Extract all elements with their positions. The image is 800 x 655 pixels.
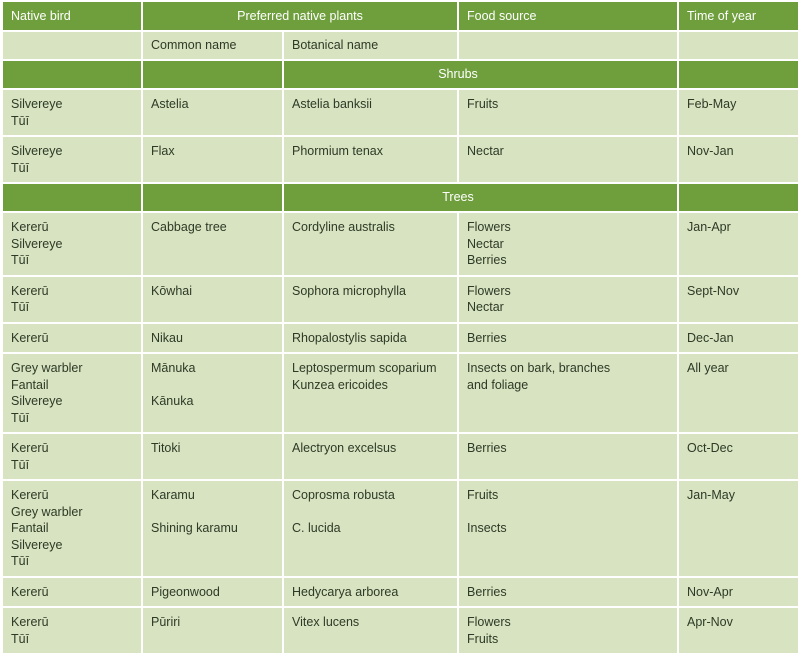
botanical-name-cell <box>283 212 458 276</box>
cell-line: Phormium tenax <box>292 144 384 158</box>
section-spacer <box>2 60 142 89</box>
cell-line: Flowers <box>467 615 511 629</box>
subheader-empty <box>2 31 142 60</box>
cell-line: Astelia banksii <box>292 97 372 111</box>
cell-line: Silvereye <box>11 394 63 408</box>
cell-line: Shining karamu <box>151 521 238 535</box>
cell-line: Vitex lucens <box>292 615 360 629</box>
section-spacer <box>678 60 799 89</box>
cell-line: Kunzea ericoides <box>292 377 388 392</box>
botanical-name-cell <box>283 577 458 608</box>
common-name-cell <box>142 353 283 433</box>
cell-line: Tūī <box>11 554 30 568</box>
cell-line: Kererū <box>11 330 49 345</box>
food-source-cell <box>458 433 678 480</box>
common-name-cell <box>142 480 283 577</box>
cell-line: Berries <box>467 584 507 599</box>
cell-line <box>292 504 457 521</box>
botanical-name-cell <box>283 607 458 654</box>
header-native-bird: Native bird <box>2 1 142 31</box>
cell-line: Nectar <box>467 144 504 158</box>
bird-cell <box>2 276 142 323</box>
time-of-year-cell: Feb-May <box>678 89 799 136</box>
header-food-source: Food source <box>458 1 678 31</box>
botanical-name-cell <box>283 353 458 433</box>
food-source-cell <box>458 480 678 577</box>
cell-line: Hedycarya arborea <box>292 584 399 599</box>
subheader-empty <box>458 31 678 60</box>
section-spacer <box>142 60 283 89</box>
section-label-trees: Trees <box>283 183 678 212</box>
section-spacer <box>2 183 142 212</box>
botanical-name-cell <box>283 433 458 480</box>
cell-line: Tūī <box>11 300 30 314</box>
subheader-common-name: Common name <box>142 31 283 60</box>
cell-line: Kōwhai <box>151 283 192 298</box>
cell-line: Tūī <box>11 160 30 175</box>
cell-line: Nectar <box>467 300 504 314</box>
food-source-cell <box>458 607 678 654</box>
cell-line: Coprosma robusta <box>292 488 395 502</box>
cell-line <box>151 377 282 394</box>
cell-line: Insects <box>467 521 507 535</box>
cell-line: Leptospermum scoparium <box>292 361 437 375</box>
food-source-cell <box>458 276 678 323</box>
table-row <box>2 607 799 654</box>
subheader-botanical-name: Botanical name <box>283 31 458 60</box>
bird-cell <box>2 577 142 608</box>
cell-line: Cabbage tree <box>151 220 227 234</box>
cell-line: Fruits <box>467 97 499 111</box>
table-row <box>2 323 799 354</box>
food-source-cell <box>458 136 678 183</box>
cell-line: Flowers <box>467 220 511 234</box>
common-name-cell <box>142 577 283 608</box>
bird-cell <box>2 136 142 183</box>
time-of-year-cell: Nov-Apr <box>678 577 799 608</box>
cell-line: Grey warbler <box>11 361 83 375</box>
cell-line: Titoki <box>151 441 181 455</box>
cell-line: Astelia <box>151 97 189 111</box>
cell-line: Pigeonwood <box>151 584 220 599</box>
cell-line: Mānuka <box>151 361 196 375</box>
common-name-cell <box>142 607 283 654</box>
cell-line: Kererū <box>11 441 49 455</box>
cell-line: Berries <box>467 253 507 267</box>
botanical-name-cell <box>283 89 458 136</box>
cell-line: Silvereye <box>11 97 63 111</box>
subheader-empty <box>678 31 799 60</box>
cell-line: Fruits <box>467 631 499 646</box>
cell-line: Rhopalostylis sapida <box>292 330 407 345</box>
table-header-row <box>2 1 799 31</box>
cell-line: Fantail <box>11 377 49 392</box>
food-source-cell <box>458 89 678 136</box>
common-name-cell <box>142 323 283 354</box>
cell-line: C. lucida <box>292 521 341 535</box>
table-row <box>2 212 799 276</box>
table-row <box>2 89 799 136</box>
botanical-name-cell <box>283 480 458 577</box>
cell-line: Karamu <box>151 488 195 502</box>
bird-cell <box>2 433 142 480</box>
table-row <box>2 353 799 433</box>
cell-line: Kererū <box>11 283 49 298</box>
food-source-cell <box>458 323 678 354</box>
header-time-of-year: Time of year <box>678 1 799 31</box>
cell-line: Fantail <box>11 521 49 535</box>
time-of-year-cell: Apr-Nov <box>678 607 799 654</box>
bird-plant-table <box>1 0 800 655</box>
cell-line: Tūī <box>11 457 30 472</box>
cell-line: Fruits <box>467 488 499 502</box>
cell-line <box>467 504 677 521</box>
time-of-year-cell: Sept-Nov <box>678 276 799 323</box>
header-preferred-native-plants: Preferred native plants <box>142 1 458 31</box>
cell-line: Silvereye <box>11 537 63 552</box>
cell-line: Nectar <box>467 236 504 251</box>
time-of-year-cell: Oct-Dec <box>678 433 799 480</box>
cell-line: Kererū <box>11 220 49 234</box>
cell-line: Cordyline australis <box>292 220 395 234</box>
time-of-year-cell: Jan-May <box>678 480 799 577</box>
common-name-cell <box>142 89 283 136</box>
table-row <box>2 136 799 183</box>
food-source-cell <box>458 577 678 608</box>
cell-line: Pūriri <box>151 615 181 629</box>
table-row <box>2 433 799 480</box>
table-row <box>2 276 799 323</box>
time-of-year-cell: Nov-Jan <box>678 136 799 183</box>
cell-line: Kānuka <box>151 394 194 408</box>
cell-line: Berries <box>467 441 507 455</box>
cell-line: Kererū <box>11 615 49 629</box>
section-spacer <box>678 183 799 212</box>
common-name-cell <box>142 212 283 276</box>
cell-line: Silvereye <box>11 144 63 158</box>
section-row-shrubs <box>2 60 799 89</box>
cell-line: Flowers <box>467 283 511 298</box>
bird-cell <box>2 89 142 136</box>
bird-cell <box>2 323 142 354</box>
bird-cell <box>2 607 142 654</box>
section-label-shrubs: Shrubs <box>283 60 678 89</box>
cell-line: Grey warbler <box>11 504 83 519</box>
botanical-name-cell <box>283 276 458 323</box>
cell-line: Berries <box>467 330 507 345</box>
bird-cell <box>2 353 142 433</box>
food-source-cell <box>458 353 678 433</box>
cell-line: Tūī <box>11 253 30 267</box>
bird-cell <box>2 212 142 276</box>
cell-line: Nikau <box>151 330 183 345</box>
cell-line: Silvereye <box>11 236 63 251</box>
cell-line: Insects on bark, branches <box>467 361 611 375</box>
food-source-cell <box>458 212 678 276</box>
common-name-cell <box>142 276 283 323</box>
common-name-cell <box>142 136 283 183</box>
common-name-cell <box>142 433 283 480</box>
cell-line <box>151 504 282 521</box>
cell-line: Tūī <box>11 113 30 128</box>
time-of-year-cell: Dec-Jan <box>678 323 799 354</box>
table-subheader-row <box>2 31 799 60</box>
cell-line: Sophora microphylla <box>292 283 406 298</box>
section-row-trees <box>2 183 799 212</box>
botanical-name-cell <box>283 323 458 354</box>
table-row <box>2 480 799 577</box>
section-spacer <box>142 183 283 212</box>
table-row <box>2 577 799 608</box>
cell-line: Tūī <box>11 410 30 425</box>
cell-line: Kererū <box>11 584 49 599</box>
cell-line: Alectryon excelsus <box>292 441 397 455</box>
time-of-year-cell: All year <box>678 353 799 433</box>
cell-line: Kererū <box>11 488 49 502</box>
time-of-year-cell: Jan-Apr <box>678 212 799 276</box>
cell-line: Flax <box>151 144 175 158</box>
bird-cell <box>2 480 142 577</box>
cell-line: and foliage <box>467 377 529 392</box>
botanical-name-cell <box>283 136 458 183</box>
cell-line: Tūī <box>11 631 30 646</box>
